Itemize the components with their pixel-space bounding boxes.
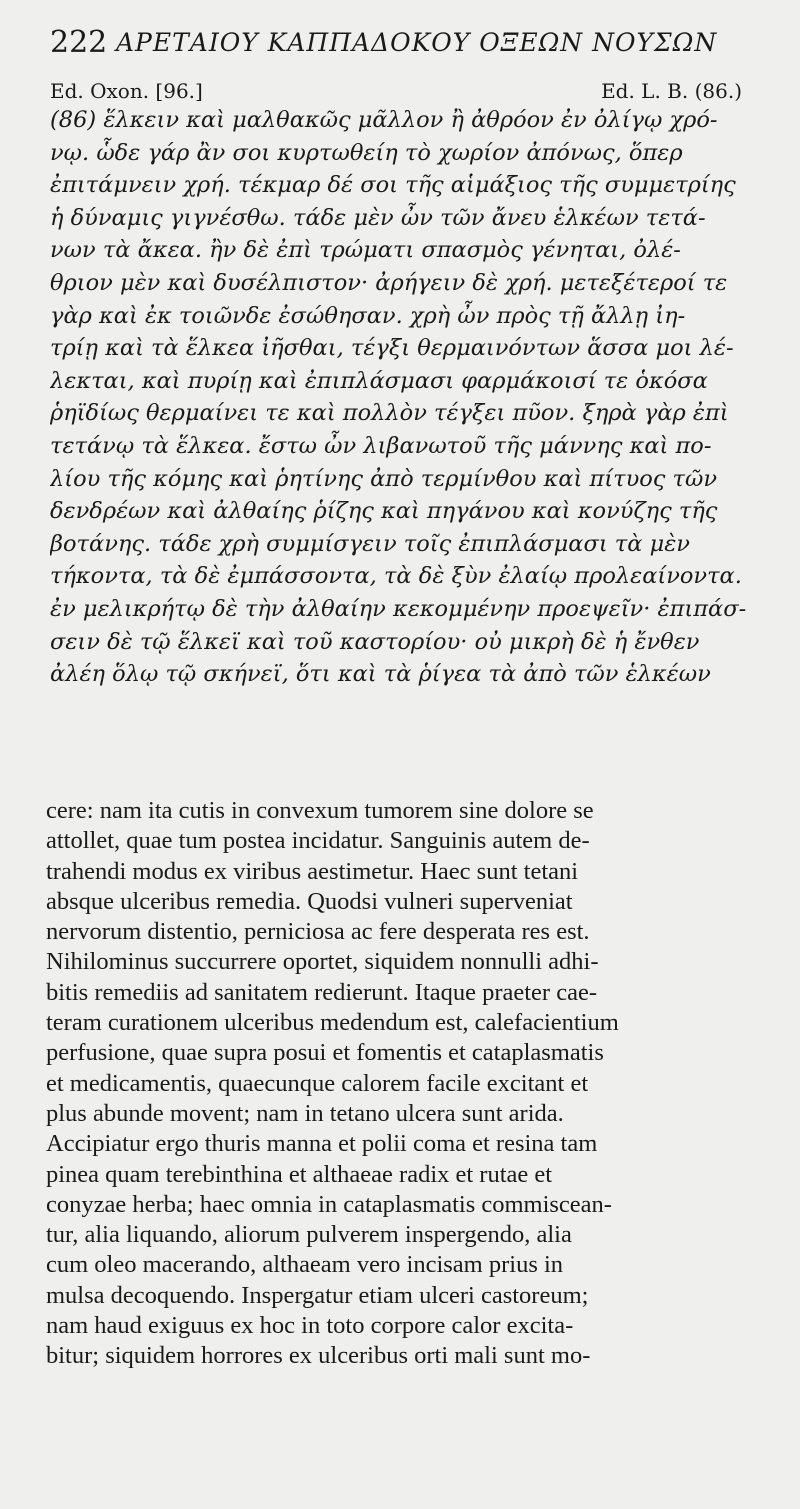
edition-lb-reference: Ed. L. B. (86.): [601, 79, 742, 103]
greek-line: τρίῃ καὶ τὰ ἕλκεα ἰῆσθαι, τέγξι θερμαινόντων ἅσσα μοι λέ-: [50, 335, 734, 362]
latin-line: Accipiatur ergo thuris manna et polii coma et resina tam: [46, 1130, 598, 1158]
latin-line: plus abunde movent; nam in tetano ulcera sunt arida.: [46, 1099, 564, 1127]
latin-line: conyzae herba; haec omnia in cataplasmatis commiscean-: [46, 1190, 612, 1218]
greek-line: θριον μὲν καὶ δυσέλπιστον· ἀρήγειν δὲ χρή. μετεξέτεροί τε: [50, 269, 728, 296]
latin-line: attollet, quae tum postea incidatur. Sanguinis autem de-: [46, 827, 590, 855]
latin-line: bitis remediis ad sanitatem redierunt. Itaque praeter cae-: [46, 978, 597, 1006]
running-title: ΑΡΕΤΑΙΟΥ ΚΑΠΠΑΔΟΚΟΥ ΟΞΕΩΝ ΝΟΥΣΩΝ: [116, 28, 718, 57]
greek-line: τήκοντα, τὰ δὲ ἐμπάσσοντα, τὰ δὲ ξὺν ἐλαίῳ προλεαίνοντα.: [50, 563, 742, 590]
greek-line: βοτάνης. τάδε χρὴ συμμίσγειν τοῖς ἐπιπλάσμασι τὰ μὲν: [50, 530, 690, 557]
greek-line: δενδρέων καὶ ἀλθαίης ῥίζης καὶ πηγάνου καὶ κονύζης τῆς: [50, 498, 718, 525]
greek-line: γὰρ καὶ ἐκ τοιῶνδε ἐσώθησαν. χρὴ ὦν πρὸς τῇ ἄλλῃ ἰη-: [50, 302, 686, 329]
latin-line: pinea quam terebinthina et althaeae radix et rutae et: [46, 1160, 553, 1188]
latin-line: bitur; siquidem horrores ex ulceribus orti mali sunt mo-: [46, 1342, 591, 1370]
greek-text-block: [50, 104, 750, 691]
greek-line: ἡ δύναμις γιγνέσθω. τάδε μὲν ὦν τῶν ἄνευ ἑλκέων τετά-: [50, 204, 706, 231]
latin-line: Nihilominus succurrere oportet, siquidem nonnulli adhi-: [46, 948, 599, 976]
latin-line: cere: nam ita cutis in convexum tumorem sine dolore se: [46, 797, 594, 824]
latin-line: nam haud exiguus ex hoc in toto corpore calor excita-: [46, 1312, 574, 1340]
greek-line: ἐν μελικρήτῳ δὲ τὴν ἀλθαίην κεκομμένην προεψεῖν· ἐπιπάσ-: [50, 595, 747, 622]
latin-line: tur, alia liquando, aliorum pulverem inspergendo, alia: [46, 1221, 572, 1249]
latin-line: nervorum distentio, perniciosa ac fere desperata res est.: [46, 918, 590, 946]
latin-line: teram curationem ulceribus medendum est, calefacientium: [46, 1009, 619, 1037]
latin-line: perfusione, quae supra posui et fomentis et cataplasmatis: [46, 1039, 604, 1067]
greek-line: ἀλέη ὅλῳ τῷ σκήνεϊ, ὅτι καὶ τὰ ῥίγεα τὰ ἀπὸ τῶν ἑλκέων: [50, 661, 711, 688]
page-number: 222: [50, 25, 108, 60]
greek-line: ἐπιτάμνειν χρή. τέκμαρ δέ σοι τῆς αἱμάξιος τῆς συμμετρίης: [50, 172, 736, 199]
greek-line: λίου τῆς κόμης καὶ ῥητίνης ἀπὸ τερμίνθου καὶ πίτυος τῶν: [50, 465, 718, 492]
greek-line: νῳ. ὧδε γάρ ἂν σοι κυρτωθείη τὸ χωρίον ἀπόνως, ὅπερ: [50, 139, 683, 166]
greek-line: (86) ἕλκειν καὶ μαλθακῶς μᾶλλον ἢ ἀθρόον ἐν ὀλίγῳ χρό-: [50, 107, 718, 133]
page-header: [50, 18, 740, 68]
latin-line: mulsa decoquendo. Inspergatur etiam ulceri castoreum;: [46, 1281, 589, 1309]
edition-oxon-reference: Ed. Oxon. [96.]: [50, 79, 203, 103]
greek-line: τετάνῳ τὰ ἕλκεα. ἔστω ὦν λιβανωτοῦ τῆς μάννης καὶ πο-: [50, 432, 712, 459]
latin-line: cum oleo macerando, althaeam vero incisam prius in: [46, 1251, 564, 1279]
latin-line: et medicamentis, quaecunque calorem facile excitant et: [46, 1069, 589, 1097]
greek-line: σειν δὲ τῷ ἕλκεϊ καὶ τοῦ καστορίου· οὐ μικρὴ δὲ ἡ ἔνθεν: [50, 628, 700, 655]
latin-line: trahendi modus ex viribus aestimetur. Haec sunt tetani: [46, 857, 579, 885]
latin-line: absque ulceribus remedia. Quodsi vulneri superveniat: [46, 887, 573, 915]
edition-references: [50, 76, 742, 106]
greek-line: λεκται, καὶ πυρίῃ καὶ ἐπιπλάσμασι φαρμάκοισί τε ὁκόσα: [50, 367, 708, 394]
latin-text-block: [46, 796, 752, 1372]
greek-line: νων τὰ ἄκεα. ἢν δὲ ἐπὶ τρώματι σπασμὸς γένηται, ὀλέ-: [50, 237, 681, 264]
greek-line: ῥηϊδίως θερμαίνει τε καὶ πολλὸν τέγξει πῦον. ξηρὰ γὰρ ἐπὶ: [50, 400, 729, 427]
